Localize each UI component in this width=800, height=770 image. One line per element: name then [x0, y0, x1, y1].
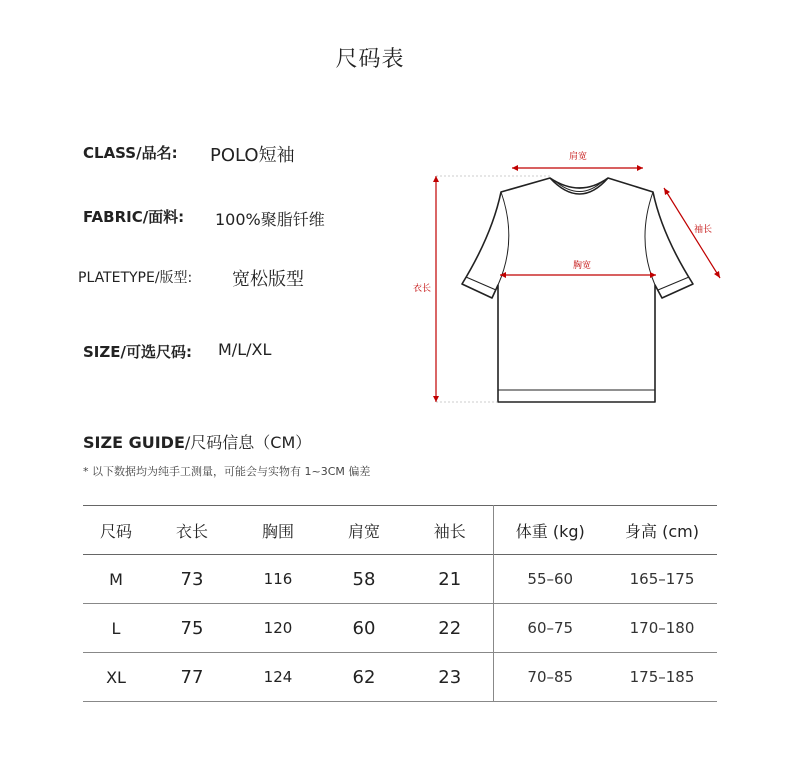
cell-size: M — [109, 569, 123, 589]
header-weight: 体重 (kg) — [493, 506, 607, 555]
table-row — [83, 604, 717, 653]
cell-shoulder: 62 — [352, 666, 376, 688]
cell-length: 77 — [180, 666, 204, 688]
table-row — [83, 653, 717, 702]
shoulder-label: 肩宽 — [568, 152, 588, 162]
cell-shoulder: 60 — [352, 617, 376, 639]
table-row — [83, 555, 717, 604]
cell-weight: 70–85 — [493, 653, 607, 702]
size-key: SIZE/可选尺码: — [83, 343, 192, 361]
fabric-value: 100%聚脂钎维 — [215, 210, 325, 229]
page-title: 尺码表 — [335, 47, 405, 72]
measurement-note: * 以下数据均为纯手工测量，可能会与实物有 1~3CM 偏差 — [83, 465, 371, 478]
cell-sleeve: 21 — [438, 568, 462, 590]
size-guide-title-rest: /尺码信息（CM） — [184, 433, 312, 452]
cell-shoulder: 58 — [352, 568, 376, 590]
cell-length: 75 — [180, 617, 204, 639]
cell-chest: 120 — [263, 619, 293, 637]
size-guide-title-bold: SIZE GUIDE — [83, 433, 185, 452]
cell-height: 170–180 — [629, 619, 695, 637]
cell-length: 73 — [180, 568, 204, 590]
size-value: M/L/XL — [218, 340, 272, 359]
cell-size: L — [111, 618, 121, 638]
header-sleeve: 袖长 — [433, 521, 466, 541]
fabric-key: FABRIC/面料: — [83, 208, 185, 226]
tshirt-outline-icon — [462, 178, 693, 402]
cell-sleeve: 23 — [438, 666, 462, 688]
chest-label: 胸宽 — [572, 261, 592, 271]
header-length: 衣长 — [175, 521, 208, 541]
cell-chest: 124 — [263, 668, 293, 686]
cell-weight: 60–75 — [493, 604, 607, 653]
cell-size: XL — [106, 667, 126, 687]
platetype-value: 宽松版型 — [232, 269, 304, 290]
cell-weight: 55–60 — [493, 555, 607, 604]
cell-sleeve: 22 — [438, 617, 462, 639]
size-table — [83, 505, 717, 702]
header-size: 尺码 — [99, 521, 132, 541]
tshirt-measurement-diagram — [400, 140, 730, 420]
class-value: POLO短袖 — [210, 145, 295, 166]
class-key: CLASS/品名: — [83, 144, 178, 162]
platetype-key: PLATETYPE/版型: — [78, 270, 193, 286]
header-height: 身高 (cm) — [625, 521, 699, 541]
header-chest: 胸围 — [261, 521, 294, 541]
table-header-row — [83, 506, 717, 555]
length-label: 衣长 — [412, 284, 432, 294]
sleeve-label: 袖长 — [693, 225, 713, 235]
cell-chest: 116 — [263, 570, 293, 588]
size-guide-title — [83, 430, 311, 453]
header-shoulder: 肩宽 — [347, 521, 380, 541]
cell-height: 165–175 — [629, 570, 695, 588]
cell-height: 175–185 — [629, 668, 695, 686]
